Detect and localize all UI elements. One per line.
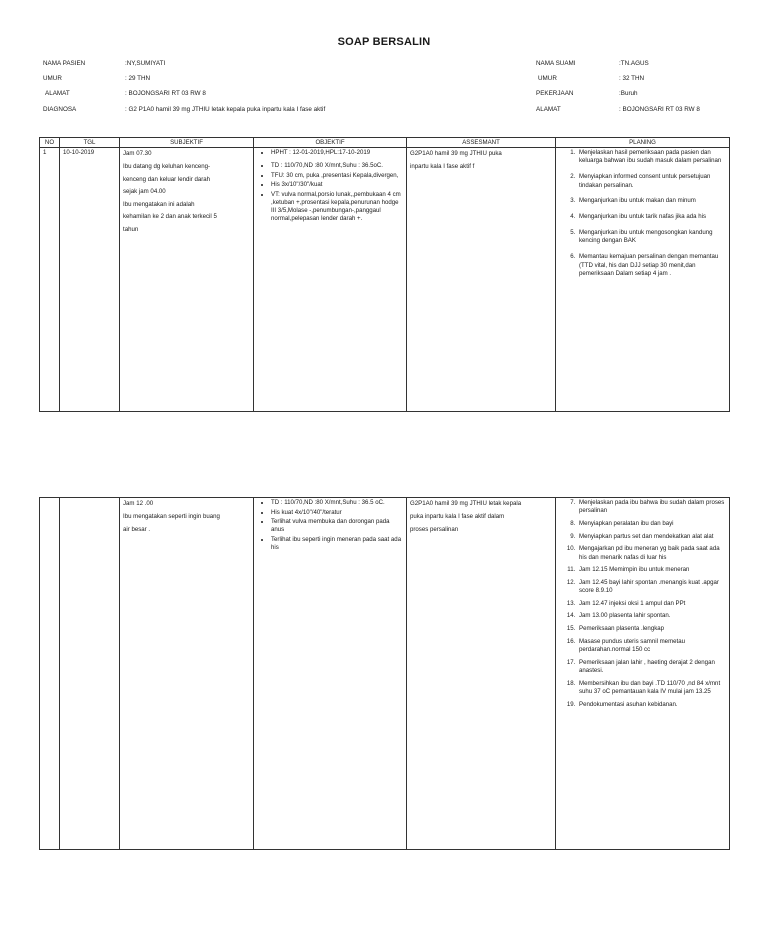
patient-address-label: ALAMAT (45, 90, 70, 97)
assesmant-line: G2P1A0 hamil 39 mg JTHIU puka (410, 150, 502, 157)
husband-name-label: NAMA SUAMI (536, 60, 576, 67)
husband-job-label: PEKERJAAN (536, 90, 574, 97)
header-tgl: TGL (60, 138, 120, 148)
husband-job-value: :Buruh (619, 90, 638, 97)
cell-tgl (60, 498, 120, 850)
planing-item: 15. Pemeriksaan plasenta .lengkap (577, 625, 726, 633)
cell-planing (556, 498, 730, 850)
cell-no: 1 (40, 148, 60, 412)
cell-no (40, 498, 60, 850)
husband-address-value: : BOJONGSARI RT 03 RW 8 (619, 106, 700, 113)
patient-diagnosis-value: : G2 P1A0 hamil 39 mg JTHIU letak kepala puka inpartu kala I fase aktif (125, 106, 326, 113)
objektif-item: • His 3x/10"/30"/kuat (271, 181, 403, 189)
planing-item: 1. Menjelaskan hasil pemeriksaan pada pasien dan keluarga bahwan ibu sudah masuk dalam persalinan (577, 149, 726, 166)
objektif-item: • TD : 110/70,ND :80 X/mnt,Suhu : 36.5oC. (271, 162, 403, 170)
objektif-item: • TFU: 30 cm, puka ,presentasi Kepala,divergen, (271, 172, 403, 180)
assesmant-line: inpartu kala I fase aktif f (410, 163, 475, 170)
planing-item: 13. Jam 12.47 injeksi oksi 1 ampul dan PPt (577, 600, 726, 608)
objektif-item: • VT: vulva normal,porsio lunak,,pembukaan 4 cm ,ketuban +,prosentasi kepala,penurunan hodge III 3/5,Molase -,penumbungan-,panggaul normal,pelepasan lender darah +. (271, 191, 403, 223)
subjektif-line: kenceng dan keluar lendir darah (123, 175, 211, 183)
planing-item: 4. Menganjurkan ibu untuk tarik nafas jika ada his (577, 213, 726, 221)
cell-assesmant (407, 498, 556, 850)
planing-item: 2. Menyiapkan informed consent untuk persetujuan tindakan persalinan. (577, 173, 726, 190)
patient-address-value: : BOJONGSARI RT 03 RW 8 (125, 90, 206, 97)
planing-item: 14. Jam 13.00 plasenta lahir spontan. (577, 612, 726, 620)
planing-item: 6. Memantau kemajuan persalinan dengan memantau (TTD vital, his dan DJJ setiap 30 menit,dan pemeriksaan Dalam setiap 4 jam . (577, 253, 726, 278)
planing-item: 11. Jam 12.15 Memimpin ibu untuk meneran (577, 566, 726, 574)
subjektif-line: Ibu mengatakan seperti ingin buang (123, 513, 220, 520)
assesmant-line: puka inpartu kala I fase aktif dalam (410, 513, 505, 520)
planing-list (559, 499, 726, 709)
cell-subjektif (120, 498, 254, 850)
subjektif-line: Jam 12 .00 (123, 500, 154, 507)
header-no: NO (40, 138, 60, 148)
planing-item: 10. Mengajarkan pd ibu meneran yg baik pada saat ada his dan menarik nafas di luar his (577, 545, 726, 562)
planing-item: 3. Menganjurkan ibu untuk makan dan minum (577, 197, 726, 205)
husband-name-value: :TN.AGUS (619, 60, 649, 67)
objektif-item: • Terlihat vulva membuka dan dorongan pada anus (271, 518, 403, 534)
cell-planing (556, 148, 730, 412)
patient-age-value: : 29 THN (125, 75, 151, 82)
husband-age-value: : 32 THN (619, 75, 645, 82)
objektif-item: • HPHT : 12-01-2019,HPL:17-10-2019 (271, 149, 403, 157)
subjektif-line: Ibu mengatakan ini adalah (123, 200, 195, 208)
patient-diagnosis-label: DIAGNOSA (43, 106, 77, 113)
header-subjektif: SUBJEKTIF (120, 138, 254, 148)
objektif-item: • Terlihat ibu seperti ingin meneran pada saat ada his (271, 536, 403, 552)
husband-age-label: UMUR (538, 75, 557, 82)
document-title: SOAP BERSALIN (337, 36, 431, 48)
planing-list (559, 149, 726, 278)
assesmant-line: proses persalinan (410, 525, 459, 533)
husband-address-label: ALAMAT (536, 106, 561, 113)
objektif-item: • TD : 110/70,ND :80 X/mnt,Suhu : 36.5 oC. (271, 499, 403, 507)
assesmant-line: G2P1A0 hamil 39 mg JTHIU letak kepala (410, 500, 522, 507)
planing-item: 16. Masase pundus uteris samnil memetau perdarahan.normal 150 cc (577, 638, 726, 655)
table-header-row (40, 138, 730, 148)
cell-subjektif (120, 148, 254, 412)
header-planing: PLANING (556, 138, 730, 148)
planing-item: 9. Menyiapkan partus set dan mendekatkan alat alat (577, 533, 726, 541)
soap-table-1 (39, 137, 730, 412)
patient-name-label: NAMA PASIEN (43, 60, 86, 67)
objektif-item: • His kuat 4x/10"/40"/teratur (271, 509, 403, 517)
subjektif-line: sejak jam 04.00 (123, 188, 166, 195)
planing-item: 8. Menyiapkan peralatan ibu dan bayi (577, 520, 726, 528)
planing-item: 7. Menjelaskan pada ibu bahwa ibu sudah dalam proses persalinan (577, 499, 726, 516)
cell-tgl: 10-10-2019 (60, 148, 120, 412)
planing-item: 12. Jam 12.45 bayi lahir spontan .menangis kuat .apgar score 8.9.10 (577, 579, 726, 596)
subjektif-line: Ibu datang dg keluhan kenceng- (123, 163, 211, 170)
soap-table-2 (39, 497, 730, 850)
subjektif-line: Jam 07.30 (123, 150, 152, 157)
cell-objektif (254, 498, 407, 850)
header-objektif: OBJEKTIF (254, 138, 407, 148)
subjektif-line: air besar . (123, 525, 151, 533)
header-assesmant: ASSESMANT (407, 138, 556, 148)
patient-name-value: :NY,SUMIYATI (125, 60, 166, 67)
subjektif-line: tahun (123, 225, 139, 233)
cell-assesmant (407, 148, 556, 412)
patient-age-label: UMUR (43, 75, 62, 82)
planing-item: 19. Pendokumentasi asuhan kebidanan. (577, 701, 726, 709)
planing-item: 18. Membersihkan ibu dan bayi .TD 110/70 ,nd 84 x/mnt suhu 37 oC pemantauan kala IV mulai jam 13.25 (577, 680, 726, 697)
table-row (40, 148, 730, 412)
table-row (40, 498, 730, 850)
planing-item: 17. Pemeriksaan jalan lahir , haeting derajat 2 dengan anastesi. (577, 659, 726, 676)
cell-objektif (254, 148, 407, 412)
planing-item: 5. Menganjurkan ibu untuk mengosongkan kandung kencing dengan BAK (577, 229, 726, 246)
subjektif-line: kehamilan ke 2 dan anak terkecil 5 (123, 213, 217, 220)
